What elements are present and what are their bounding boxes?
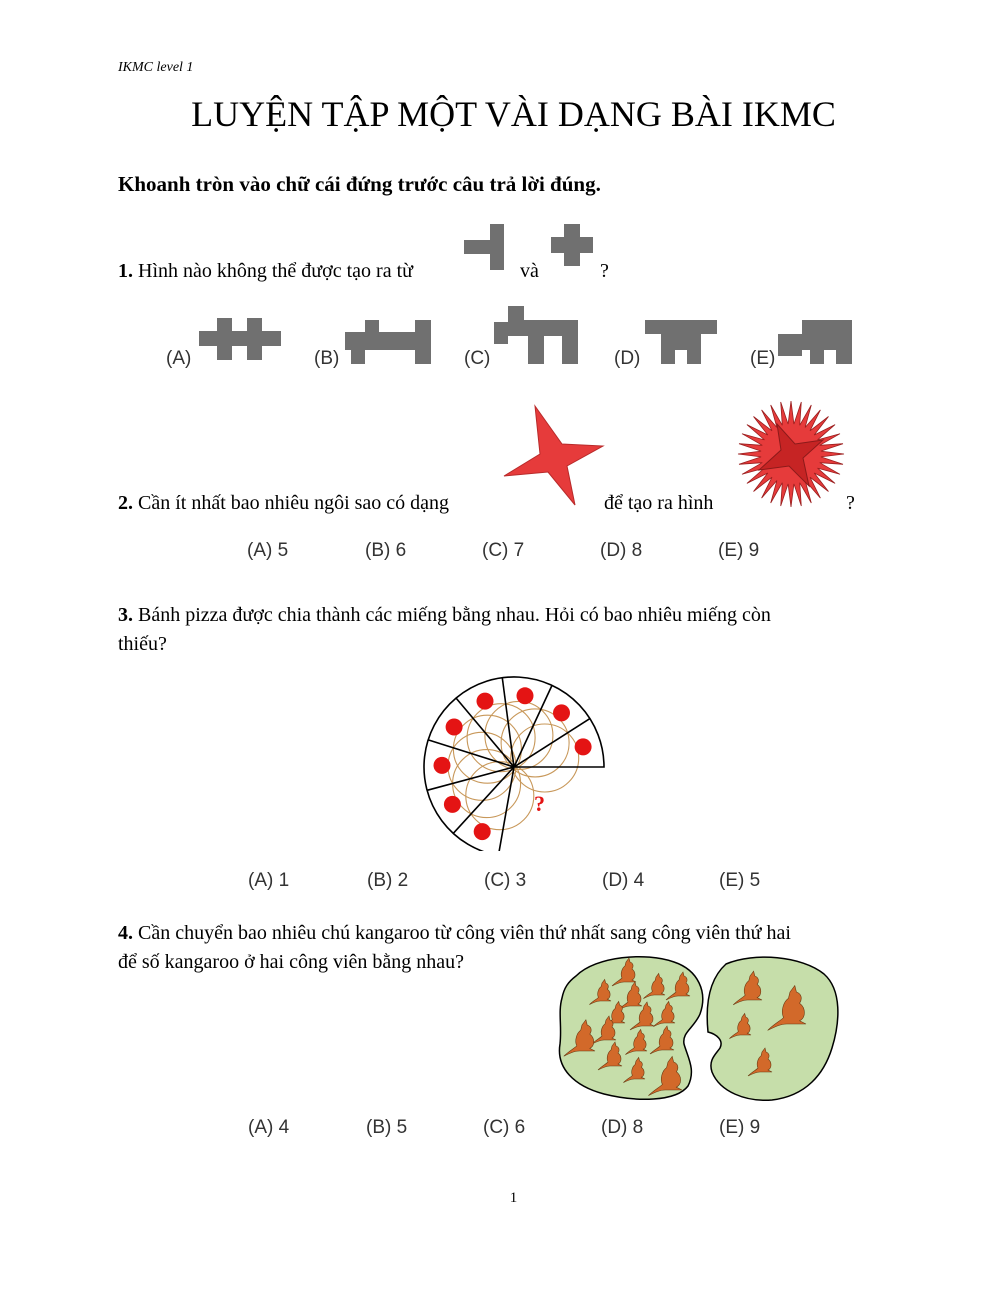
option-e[interactable]: (E) 5: [719, 870, 761, 891]
question-1: [118, 257, 413, 286]
question-number: 4.: [118, 922, 133, 944]
page-title: LUYỆN TẬP MỘT VÀI DẠNG BÀI IKMC: [191, 94, 836, 134]
option-b[interactable]: (B): [314, 348, 340, 369]
kangaroo-parks-figure: [556, 952, 842, 1104]
option-a[interactable]: (A) 5: [247, 540, 289, 561]
park-2: [707, 957, 838, 1100]
option-c[interactable]: (C) 7: [482, 540, 525, 561]
option-c-shape-icon: [494, 306, 580, 368]
option-e[interactable]: (E) 9: [719, 1117, 761, 1138]
option-a-shape-icon: [197, 318, 283, 364]
option-e[interactable]: (E): [750, 348, 776, 369]
question-2-middle: để tạo ra hình: [604, 492, 714, 514]
option-d[interactable]: (D) 8: [600, 540, 643, 561]
instruction: Khoanh tròn vào chữ cái đứng trước câu trả lời đúng.: [118, 172, 601, 196]
option-d[interactable]: (D): [614, 348, 641, 369]
question-2-qmark: ?: [846, 492, 855, 514]
spiky-star-figure-icon: [736, 399, 846, 509]
option-d[interactable]: (D) 8: [601, 1117, 644, 1138]
question-text: Hình nào không thể được tạo ra từ: [138, 260, 413, 282]
option-b[interactable]: (B) 5: [366, 1117, 408, 1138]
question-text-line2: thiếu?: [118, 633, 167, 655]
question-number: 1.: [118, 260, 133, 282]
pizza-figure: [418, 671, 610, 851]
option-c[interactable]: (C) 3: [484, 870, 527, 891]
option-b-shape-icon: [345, 320, 433, 366]
option-a[interactable]: (A) 4: [248, 1117, 290, 1138]
option-b[interactable]: (B) 6: [365, 540, 407, 561]
page-number: 1: [509, 1190, 518, 1206]
option-e-shape-icon: [778, 320, 854, 368]
option-c[interactable]: (C) 6: [483, 1117, 526, 1138]
option-b[interactable]: (B) 2: [367, 870, 409, 891]
option-a[interactable]: (A) 1: [248, 870, 290, 891]
option-a[interactable]: (A): [166, 348, 192, 369]
option-c[interactable]: (C): [464, 348, 491, 369]
question-text: Cần chuyển bao nhiêu chú kangaroo từ công viên thứ nhất sang công viên thứ hai: [138, 922, 791, 944]
question-text: Cần ít nhất bao nhiêu ngôi sao có dạng: [138, 492, 450, 514]
option-d[interactable]: (D) 4: [602, 870, 645, 891]
question-number: 3.: [118, 604, 133, 626]
question-text-line2: để số kangaroo ở hai công viên bằng nhau?: [118, 951, 465, 973]
question-text: Bánh pizza được chia thành các miếng bằng nhau. Hỏi có bao nhiêu miếng còn: [138, 604, 771, 626]
question-1-and: và: [520, 260, 539, 282]
question-number: 2.: [118, 492, 133, 514]
header-label: IKMC level 1: [118, 60, 194, 75]
piece-t-shape-icon: [462, 224, 510, 272]
question-1-qmark: ?: [600, 260, 609, 282]
option-e[interactable]: (E) 9: [718, 540, 760, 561]
missing-slices-question-mark: ?: [534, 791, 545, 816]
question-3: [118, 601, 771, 659]
question-2: [118, 489, 449, 518]
option-d-shape-icon: [645, 320, 719, 368]
four-point-star-icon: [500, 404, 606, 508]
piece-plus-shape-icon: [550, 224, 594, 268]
